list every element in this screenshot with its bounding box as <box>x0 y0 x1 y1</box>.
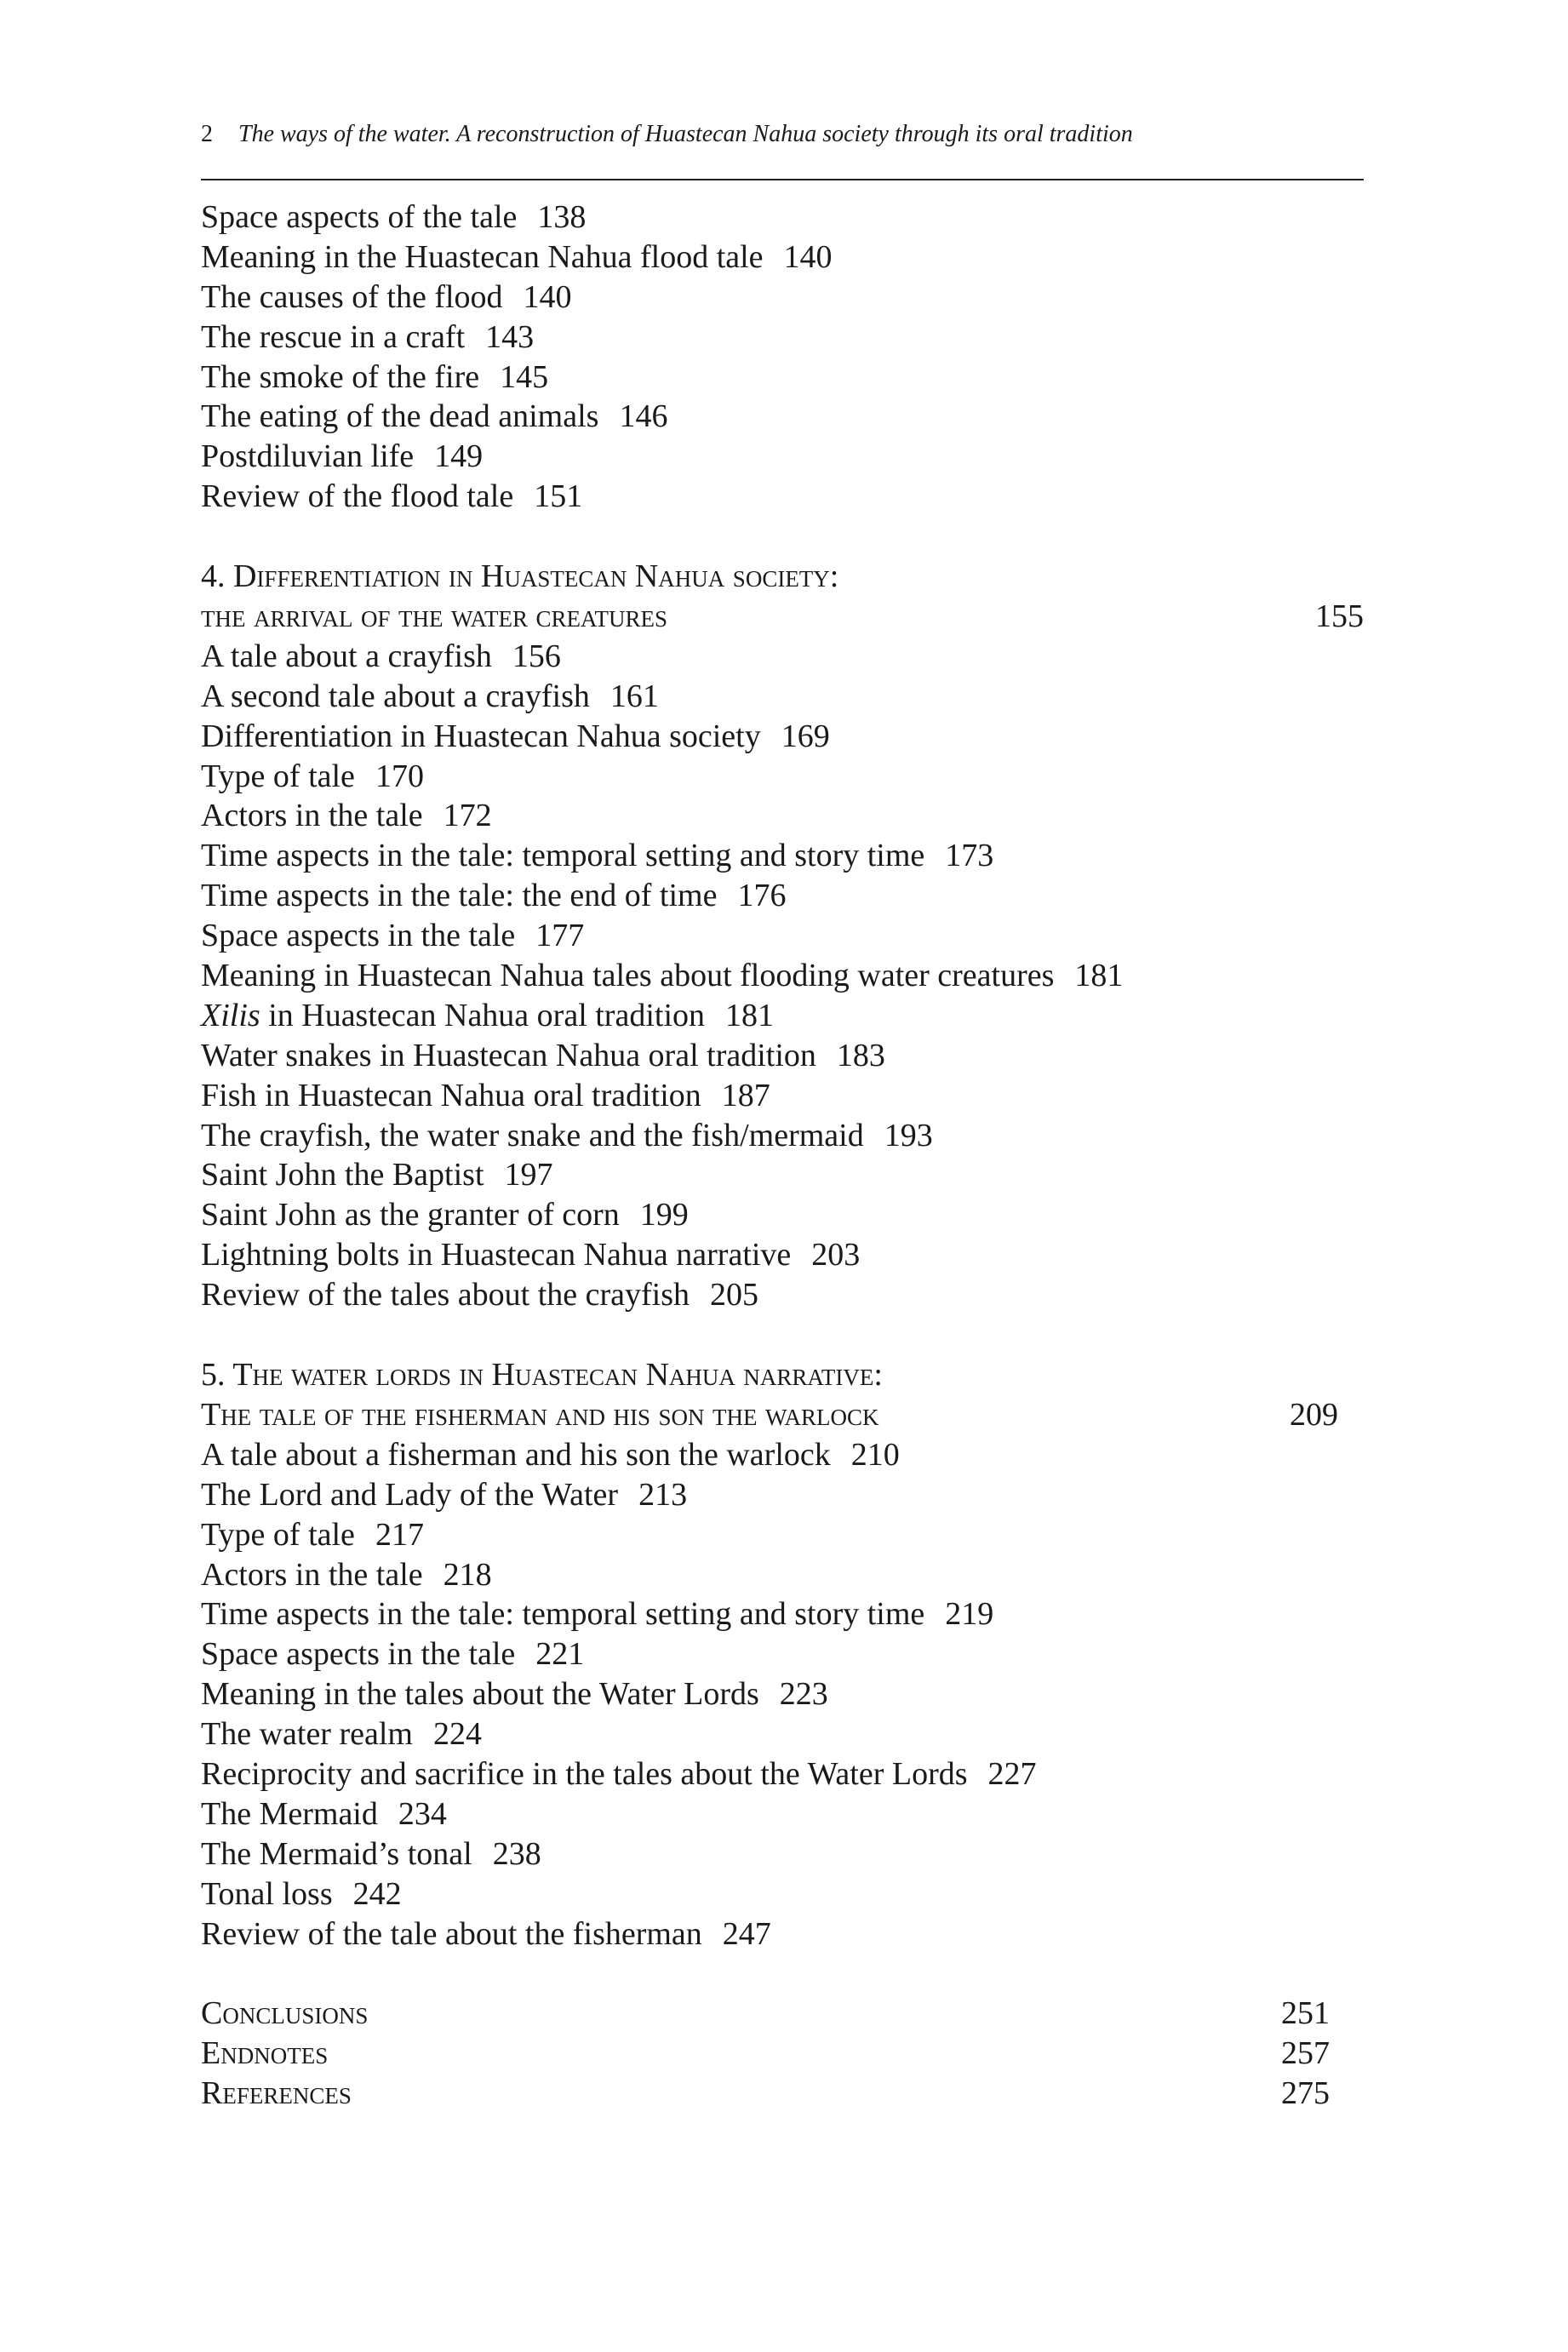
toc-entry-page: 145 <box>500 358 549 395</box>
chapter-5-heading-line1: 5. The water lords in Huastecan Nahua narrative: <box>201 1357 883 1393</box>
toc-entry[interactable] <box>201 956 1364 996</box>
back-matter-entry[interactable] <box>201 2074 1364 2114</box>
toc-entry[interactable] <box>201 237 1364 278</box>
toc-entry-title: The causes of the flood <box>201 278 503 315</box>
toc-entry-page: 217 <box>375 1516 424 1553</box>
chapter-5-entries <box>201 1435 1364 1954</box>
toc-entry-page: 187 <box>721 1077 770 1113</box>
chapter-4-heading <box>201 557 1364 597</box>
toc-entry-title: A tale about a fisherman and his son the warlock <box>201 1436 831 1473</box>
toc-entry[interactable] <box>201 318 1364 358</box>
toc-entry[interactable] <box>201 677 1364 717</box>
toc-entry[interactable] <box>201 477 1364 517</box>
toc-entry-title: Review of the flood tale <box>201 478 514 515</box>
toc-entry[interactable] <box>201 1914 1364 1954</box>
toc-entry-page: 205 <box>710 1277 759 1313</box>
back-matter-title: Endnotes <box>201 2035 329 2072</box>
toc-entry-title: Fish in Huastecan Nahua oral tradition <box>201 1077 701 1113</box>
toc-entry-title: Review of the tale about the fisherman <box>201 1915 702 1952</box>
toc-entry-page: 169 <box>781 718 830 754</box>
toc-entry-page: 140 <box>523 278 572 315</box>
toc-entry-title-italic: Xilis <box>201 997 260 1033</box>
toc-entry-page: 234 <box>398 1795 447 1832</box>
toc-entry[interactable] <box>201 1235 1364 1275</box>
toc-entry[interactable] <box>201 1754 1364 1794</box>
toc-entry[interactable] <box>201 1076 1364 1116</box>
toc-entry-page: 143 <box>485 318 535 355</box>
toc-entry[interactable] <box>201 1515 1364 1555</box>
toc-entry-page: 181 <box>1074 958 1124 994</box>
toc-entry-title: Differentiation in Huastecan Nahua society <box>201 718 761 754</box>
toc-entry[interactable] <box>201 278 1364 318</box>
toc-entry-page: 197 <box>504 1157 553 1193</box>
toc-entry[interactable] <box>201 437 1364 477</box>
back-matter-page: 257 <box>1281 2035 1330 2072</box>
page-number: 2 <box>201 121 213 147</box>
toc-entry-title: The Mermaid’s tonal <box>201 1835 472 1872</box>
toc-entry-title: The eating of the dead animals <box>201 398 599 435</box>
running-header <box>201 117 1362 152</box>
toc-entry-title: Space aspects in the tale <box>201 918 516 954</box>
toc-entry-title: The smoke of the fire <box>201 358 480 395</box>
toc-entry-page: 199 <box>639 1197 689 1233</box>
toc-entry-title: in Huastecan Nahua oral tradition <box>260 997 706 1033</box>
toc-entry-title: Type of tale <box>201 758 355 794</box>
chapter-4 <box>201 557 1364 1315</box>
toc-entry[interactable] <box>201 397 1364 437</box>
chapter-4-heading-line1: 4. Differentiation in Huastecan Nahua society: <box>201 558 839 595</box>
section-3-continued <box>201 197 1364 517</box>
toc-entry-title: Meaning in Huastecan Nahua tales about flooding water creatures <box>201 958 1055 994</box>
toc-entry[interactable] <box>201 1195 1364 1235</box>
toc-entry-title: Saint John the Baptist <box>201 1157 484 1193</box>
toc-entry-page: 247 <box>722 1915 771 1952</box>
back-matter-title: Conclusions <box>201 1995 369 2032</box>
toc-entry-page: 138 <box>537 199 587 235</box>
toc-entry[interactable] <box>201 757 1364 797</box>
toc-entry-title: Type of tale <box>201 1516 355 1553</box>
chapter-4-page: 155 <box>1315 598 1364 635</box>
toc-entry-title: The crayfish, the water snake and the fish/mermaid <box>201 1117 864 1153</box>
toc-entry-page: 238 <box>492 1835 541 1872</box>
toc-entry-page: 221 <box>535 1636 585 1673</box>
toc-entry[interactable] <box>201 796 1364 836</box>
toc-entry-title: Actors in the tale <box>201 1556 423 1593</box>
toc-entry-page: 161 <box>609 678 659 714</box>
toc-entry-page: 149 <box>434 438 484 475</box>
toc-entry-title: Lightning bolts in Huastecan Nahua narrative <box>201 1237 792 1273</box>
toc-entry-title: Time aspects in the tale: temporal setting and story time <box>201 838 925 874</box>
section-gap <box>201 1954 1364 1994</box>
toc-entry[interactable] <box>201 1155 1364 1195</box>
toc-entry[interactable] <box>201 1594 1364 1634</box>
toc-entry-page: 227 <box>987 1755 1037 1792</box>
back-matter <box>201 1994 1364 2114</box>
toc-entry[interactable] <box>201 358 1364 398</box>
toc-entry-page: 181 <box>725 997 775 1033</box>
chapter-4-heading-line2: the arrival of the water creatures <box>201 598 668 635</box>
toc-entry-title: Space aspects in the tale <box>201 1636 516 1673</box>
toc-entry-page: 242 <box>352 1875 402 1912</box>
toc-entry[interactable] <box>201 876 1364 916</box>
chapter-5 <box>201 1355 1364 1954</box>
toc-entry[interactable] <box>201 197 1364 237</box>
toc-entry-title: The Mermaid <box>201 1795 378 1832</box>
toc-entry-title: Actors in the tale <box>201 798 423 834</box>
back-matter-page: 275 <box>1281 2075 1330 2112</box>
toc-entry-title: Review of the tales about the crayfish <box>201 1277 690 1313</box>
running-title: The ways of the water. A reconstruction of Huastecan Nahua society through its oral tradition <box>238 121 1133 147</box>
toc-entry[interactable] <box>201 637 1364 677</box>
toc-entry-page: 176 <box>737 878 787 914</box>
toc-entry-page: 223 <box>779 1676 828 1713</box>
toc-entry-title: Postdiluvian life <box>201 438 415 475</box>
toc-entry-page: 156 <box>512 638 561 674</box>
toc-entry-page: 224 <box>432 1716 482 1753</box>
toc-entry-page: 203 <box>811 1237 861 1273</box>
toc-entry-page: 213 <box>638 1476 688 1513</box>
back-matter-entry[interactable] <box>201 2034 1364 2074</box>
toc-entry-title: Tonal loss <box>201 1875 333 1912</box>
header-rule <box>201 179 1364 180</box>
toc-entry-page: 146 <box>619 398 668 435</box>
section-gap <box>201 1315 1364 1355</box>
toc-entry-title: The rescue in a craft <box>201 318 466 355</box>
toc-entry-title: A second tale about a crayfish <box>201 678 590 714</box>
section-gap <box>201 517 1364 557</box>
toc-entry[interactable] <box>201 836 1364 876</box>
chapter-5-subheading <box>201 1395 1364 1435</box>
toc-entry-title: The Lord and Lady of the Water <box>201 1476 619 1513</box>
toc-entry-page: 177 <box>535 918 585 954</box>
toc-entry-title: Time aspects in the tale: temporal setting and story time <box>201 1596 925 1633</box>
toc-entry-page: 170 <box>375 758 424 794</box>
toc-entry-title: Time aspects in the tale: the end of time <box>201 878 718 914</box>
toc-entry-title: Space aspects of the tale <box>201 199 518 235</box>
toc-entry-title: Meaning in the tales about the Water Lords <box>201 1676 759 1713</box>
toc-entry[interactable] <box>201 1036 1364 1076</box>
toc-entry-page: 173 <box>945 838 994 874</box>
table-of-contents <box>201 197 1364 2114</box>
back-matter-entry[interactable] <box>201 1994 1364 2034</box>
toc-entry[interactable] <box>201 1555 1364 1595</box>
toc-entry[interactable] <box>201 916 1364 956</box>
toc-entry[interactable] <box>201 1475 1364 1515</box>
toc-entry-page: 218 <box>443 1556 492 1593</box>
toc-entry-title: Water snakes in Huastecan Nahua oral tradition <box>201 1037 816 1073</box>
toc-entry-title: Saint John as the granter of corn <box>201 1197 620 1233</box>
toc-entry-page: 210 <box>850 1436 900 1473</box>
back-matter-title: References <box>201 2075 352 2112</box>
toc-entry-title: The water realm <box>201 1716 413 1753</box>
toc-entry-page: 140 <box>783 238 833 275</box>
chapter-5-heading-line2: The tale of the fisherman and his son the warlock <box>201 1396 879 1433</box>
toc-entry[interactable] <box>201 1834 1364 1874</box>
toc-entry-page: 193 <box>884 1117 933 1153</box>
back-matter-page: 251 <box>1281 1995 1330 2032</box>
toc-entry[interactable] <box>201 1435 1364 1475</box>
toc-entry[interactable] <box>201 717 1364 757</box>
toc-entry[interactable] <box>201 1874 1364 1914</box>
chapter-5-page: 209 <box>1290 1396 1338 1433</box>
toc-entry-page: 172 <box>443 798 492 834</box>
toc-entry-page: 219 <box>945 1596 994 1633</box>
chapter-4-subheading <box>201 597 1364 637</box>
toc-entry-page: 151 <box>534 478 583 515</box>
toc-entry[interactable] <box>201 1674 1364 1714</box>
toc-entry[interactable] <box>201 1634 1364 1674</box>
toc-entry[interactable] <box>201 1275 1364 1315</box>
toc-entry[interactable] <box>201 996 1364 1036</box>
toc-entry[interactable] <box>201 1714 1364 1754</box>
toc-entry-title: A tale about a crayfish <box>201 638 492 674</box>
toc-entry-page: 183 <box>836 1037 885 1073</box>
chapter-4-entries <box>201 637 1364 1315</box>
toc-entry-title: Meaning in the Huastecan Nahua flood tale <box>201 238 764 275</box>
toc-entry-title: Reciprocity and sacrifice in the tales about the Water Lords <box>201 1755 968 1792</box>
toc-entry[interactable] <box>201 1794 1364 1834</box>
chapter-5-heading <box>201 1355 1364 1395</box>
toc-entry[interactable] <box>201 1116 1364 1156</box>
